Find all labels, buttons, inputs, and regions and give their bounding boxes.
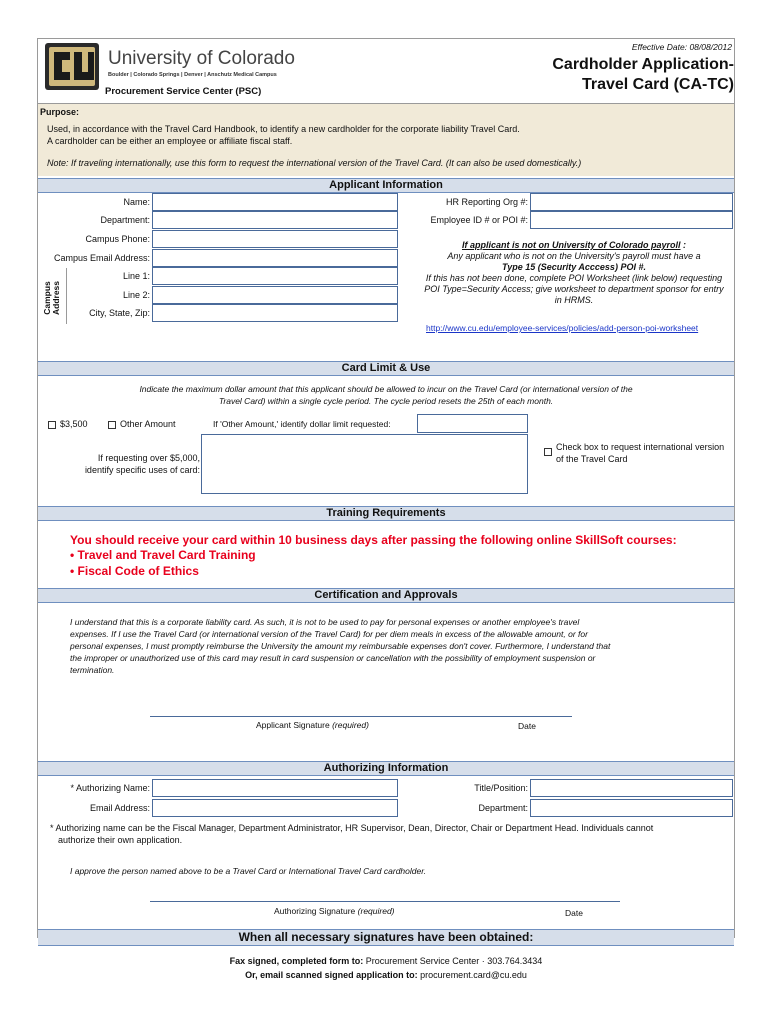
- department-label: Department:: [100, 215, 150, 225]
- poi-note-line4: POI Type=Security Access; give worksheet to department sponsor for entry: [424, 284, 724, 294]
- purpose-note: Note: If traveling internationally, use this form to request the international version of the Travel Card. (It can also be used domestically.): [47, 158, 582, 168]
- auth-dept-field[interactable]: [530, 799, 733, 817]
- fax-line: Fax signed, completed form to: Procurement Service Center · 303.764.3434: [229, 956, 543, 966]
- address-line1-field[interactable]: [152, 267, 398, 285]
- international-line2: of the Travel Card: [556, 454, 628, 464]
- auth-signature-line[interactable]: [150, 901, 620, 902]
- department-field[interactable]: [152, 211, 398, 229]
- authorizing-heading: Authorizing Information: [38, 761, 734, 776]
- footer-heading: When all necessary signatures have been obtained:: [38, 929, 734, 946]
- applicant-signature-line[interactable]: [150, 716, 572, 717]
- training-course1: • Travel and Travel Card Training: [70, 548, 256, 562]
- poi-note-line1: Any applicant who is not on the University's payroll must have a: [447, 251, 701, 261]
- applicant-date-label: Date: [518, 721, 536, 731]
- form-title-line2: Travel Card (CA-TC): [581, 76, 734, 93]
- form-title-line1: Cardholder Application-: [552, 56, 734, 73]
- certification-p3: personal expenses, I must promptly reimburse the University the amount my reimbursable expenses don't cover. Furthermore, I understand that: [70, 641, 611, 651]
- campus-address-label: Campus Address: [42, 281, 61, 316]
- certification-p1: I understand that this is a corporate liability card. As such, it is not to be used to pay for personal expenses or another employee's travel: [70, 617, 580, 627]
- poi-note-colon: :: [680, 240, 687, 250]
- poi-note: [408, 240, 740, 306]
- line1-label: Line 1:: [122, 271, 150, 281]
- option-3500[interactable]: [48, 419, 88, 429]
- auth-signature-label: Authorizing Signature (required): [274, 906, 395, 916]
- certification-heading: Certification and Approvals: [38, 588, 734, 603]
- purpose-label: Purpose:: [40, 107, 80, 117]
- auth-name-field[interactable]: [152, 779, 398, 797]
- university-name: University of Colorado: [108, 48, 295, 69]
- name-field[interactable]: [152, 193, 398, 211]
- option-other-checkbox[interactable]: [108, 421, 116, 429]
- certification-p2: expenses. If I use the Travel Card (or international version of the Travel Card) for per diem meals in excess of the allowable amount, or for: [70, 629, 588, 639]
- auth-dept-label: Department:: [478, 803, 528, 813]
- card-limit-heading: Card Limit & Use: [38, 361, 734, 376]
- campus-email-field[interactable]: [152, 249, 398, 267]
- auth-note-line2: authorize their own application.: [58, 835, 183, 845]
- option-3500-checkbox[interactable]: [48, 421, 56, 429]
- campus-email-label: Campus Email Address:: [53, 253, 150, 263]
- other-amount-label: If 'Other Amount,' identify dollar limit requested:: [213, 419, 391, 429]
- effective-date: Effective Date: 08/08/2012: [631, 42, 732, 52]
- international-line1: Check box to request international version: [556, 442, 725, 452]
- cu-logo-icon: [44, 42, 100, 92]
- purpose-line1: Used, in accordance with the Travel Card Handbook, to identify a new cardholder for the corporate liability Travel Card.: [47, 124, 520, 134]
- poi-note-line3: If this has not been done, complete POI Worksheet (link below) requesting: [425, 273, 723, 283]
- employee-id-field[interactable]: [530, 211, 733, 229]
- certification-p4: the improper or unauthorized use of this card may result in card suspension or cancellation with the possibility of employment suspension or: [70, 653, 596, 663]
- auth-title-label: Title/Position:: [474, 783, 528, 793]
- other-amount-field[interactable]: [417, 414, 528, 433]
- training-course2: • Fiscal Code of Ethics: [70, 564, 199, 578]
- training-line1: You should receive your card within 10 business days after passing the following online SkillSoft courses:: [70, 533, 677, 547]
- city-state-zip-field[interactable]: [152, 304, 398, 322]
- auth-date-label: Date: [565, 908, 583, 918]
- poi-note-line5: in HRMS.: [554, 295, 594, 305]
- auth-email-field[interactable]: [152, 799, 398, 817]
- certification-p5: termination.: [70, 665, 115, 675]
- city-label: City, State, Zip:: [89, 308, 150, 318]
- auth-name-label: * Authorizing Name:: [70, 783, 150, 793]
- over-5000-line1: If requesting over $5,000,: [97, 453, 200, 463]
- line2-label: Line 2:: [122, 290, 150, 300]
- auth-note-line1: * Authorizing name can be the Fiscal Manager, Department Administrator, HR Supervisor, Dean, Director, Chair or Department Head. Individuals cannot: [50, 823, 654, 833]
- over-5000-label: [40, 452, 200, 476]
- auth-email-label: Email Address:: [89, 803, 150, 813]
- auth-note: [50, 822, 730, 846]
- poi-worksheet-link[interactable]: http://www.cu.edu/employee-services/policies/add-person-poi-worksheet: [426, 323, 699, 333]
- option-3500-label: $3,500: [60, 419, 88, 429]
- employee-id-label: Employee ID # or POI #:: [430, 215, 528, 225]
- specific-uses-field[interactable]: [201, 434, 528, 494]
- campus-phone-label: Campus Phone:: [85, 234, 150, 244]
- international-checkbox[interactable]: [544, 448, 552, 456]
- hr-org-label: HR Reporting Org #:: [445, 197, 528, 207]
- address-line2-field[interactable]: [152, 286, 398, 304]
- name-label: Name:: [123, 197, 150, 207]
- option-other-amount[interactable]: [108, 419, 176, 429]
- hr-org-field[interactable]: [530, 193, 733, 211]
- campus-phone-field[interactable]: [152, 230, 398, 248]
- poi-note-heading: If applicant is not on University of Colorado payroll: [461, 240, 681, 250]
- training-heading: Training Requirements: [38, 506, 734, 521]
- poi-note-line2: Type 15 (Security Acccess) POI #.: [502, 262, 646, 272]
- applicant-signature-label: Applicant Signature (required): [256, 720, 369, 730]
- card-limit-desc1: Indicate the maximum dollar amount that this applicant should be allowed to incur on the Travel Card (or international version of the: [139, 384, 633, 394]
- applicant-heading: Applicant Information: [38, 178, 734, 193]
- purpose-line2: A cardholder can be either an employee or affiliate fiscal staff.: [47, 136, 293, 146]
- auth-title-field[interactable]: [530, 779, 733, 797]
- campus-address-group: [38, 268, 67, 324]
- campus-list: Boulder | Colorado Springs | Denver | Anschutz Medical Campus: [108, 72, 277, 78]
- option-other-label: Other Amount: [120, 419, 176, 429]
- certification-text: [70, 616, 710, 676]
- auth-approve-text: I approve the person named above to be a Travel Card or International Travel Card cardholder.: [70, 866, 427, 876]
- over-5000-line2: identify specific uses of card:: [84, 465, 200, 475]
- card-limit-desc2: Travel Card) within a single cycle period. The cycle period resets the 25th of each month.: [218, 396, 554, 406]
- international-label: [556, 441, 724, 465]
- email-line: Or, email scanned signed application to: procurement.card@cu.edu: [245, 970, 527, 980]
- psc-label: Procurement Service Center (PSC): [105, 86, 262, 97]
